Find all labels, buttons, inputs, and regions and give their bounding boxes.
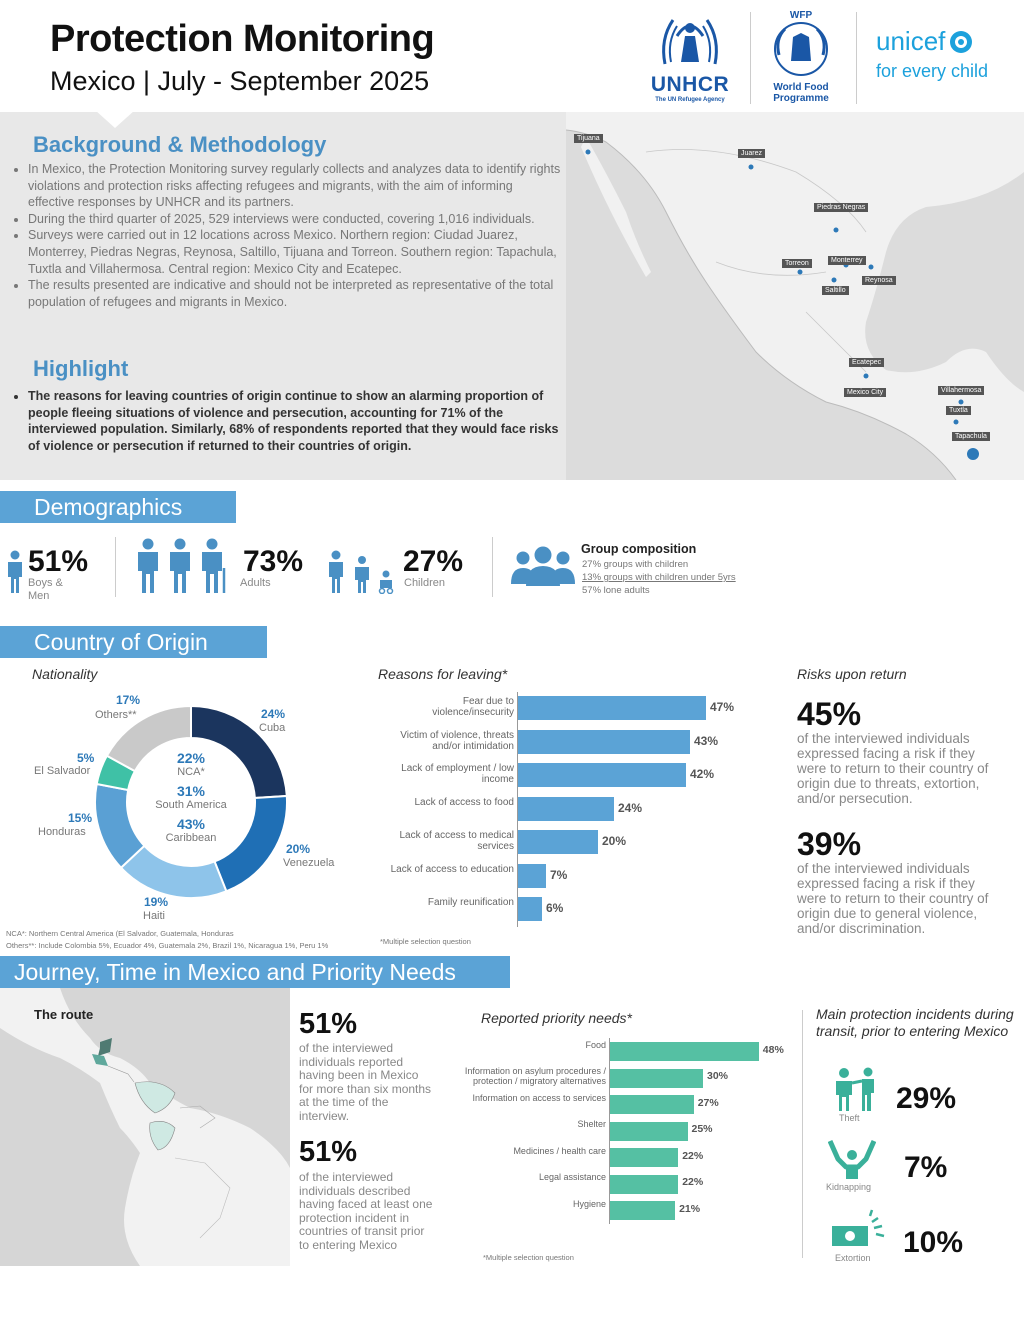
venezuela-label: Venezuela xyxy=(283,857,335,869)
bar-value: 24% xyxy=(618,800,643,815)
bar xyxy=(518,696,706,720)
list-item: • During the third quarter of 2025, 529 interviews were conducted, covering 1,016 individuals. xyxy=(28,211,562,228)
map-label-villahermosa: Villahermosa xyxy=(938,386,984,395)
journey-stat-1-pct: 51% xyxy=(299,1008,358,1040)
bar xyxy=(518,830,598,854)
country-of-origin-banner: Country of Origin xyxy=(0,626,267,658)
bar xyxy=(610,1122,688,1141)
children-label: Children xyxy=(404,577,445,589)
group-item: 13% groups with children under 5yrs xyxy=(582,572,736,583)
unicef-logo xyxy=(876,26,988,82)
unhcr-wordmark: UNHCR xyxy=(650,73,730,96)
bar-value: 21% xyxy=(679,1202,701,1215)
bar xyxy=(610,1095,694,1114)
bar xyxy=(518,797,614,821)
map-label-tapachula: Tapachula xyxy=(952,432,990,441)
kidnapping-label: Kidnapping xyxy=(826,1182,872,1192)
background-bullets xyxy=(14,161,562,310)
kidnapping-pct: 7% xyxy=(904,1151,948,1184)
children-pct: 27% xyxy=(403,545,464,578)
logo-divider xyxy=(856,12,857,104)
theft-label: Theft xyxy=(839,1113,860,1123)
others-footnote: Others**: Include Colombia 5%, Ecuador 4%, Guatemala 2%, Brazil 1%, Nicaragua 1%, Peru 1% xyxy=(6,941,329,950)
others-label: Others** xyxy=(95,709,137,721)
group-item: 27% groups with children xyxy=(582,559,689,570)
logo-divider xyxy=(750,12,751,104)
unicef-tagline: for every child xyxy=(876,61,989,81)
honduras-pct: 15% xyxy=(68,811,93,825)
bar-label: Lack of employment / low income xyxy=(401,763,514,785)
wfp-line-2: Programme xyxy=(773,93,829,104)
reasons-bar-chart xyxy=(380,696,760,932)
el-salvador-label: El Salvador xyxy=(34,765,91,777)
adults-icon xyxy=(134,538,236,594)
bar-value: 22% xyxy=(682,1149,704,1162)
list-item: • The reasons for leaving countries of origin continue to show an alarming proportion of people fleeing situations of violence and persecution, accounting for 71% of the interviewed population. Similarly, 68% of respondents reported that they would face risks of violence or persecution if returned to their countries of origin. xyxy=(28,388,562,454)
map-label-mexico-city: Mexico City xyxy=(844,388,886,397)
nationality-title: Nationality xyxy=(32,666,98,682)
journey-stat-2-text: of the interviewed individuals described having faced at least one protection incident in countries of transit prior to entering Mexico xyxy=(299,1170,433,1252)
list-item: • In Mexico, the Protection Monitoring survey regularly collects and analyzes data to identify rights violations and protection risks affecting refugees and migrants, with the aim of informing effective responses by UNHCR and its partners. xyxy=(28,161,562,211)
bar-value: 25% xyxy=(691,1123,713,1135)
wfp-logo xyxy=(765,10,837,104)
extortion-pct: 10% xyxy=(903,1226,964,1259)
extortion-label: Extortion xyxy=(835,1253,871,1263)
mexico-map-shape xyxy=(566,112,1024,480)
donut-center-labels xyxy=(150,750,232,844)
bar-value: 42% xyxy=(690,767,715,781)
map-label-tuxtla: Tuxtla xyxy=(946,406,971,415)
journey-stat-2-pct: 51% xyxy=(299,1136,358,1168)
el-salvador-pct: 5% xyxy=(77,751,95,765)
list-item: • The results presented are indicative and should not be interpreted as representative of the total population of refugees and migrants in Mexico. xyxy=(28,277,562,310)
reasons-title: Reasons for leaving* xyxy=(378,666,508,682)
haiti-label: Haiti xyxy=(143,910,166,922)
highlight-heading: Highlight xyxy=(33,356,129,381)
bar-label: Family reunification xyxy=(427,897,514,908)
map-label-ecatepec: Ecatepec xyxy=(849,358,884,367)
bar-value: 27% xyxy=(697,1096,719,1109)
route-map xyxy=(0,988,290,1266)
bar xyxy=(610,1042,759,1061)
bar-label: Information on access to services xyxy=(472,1092,606,1103)
bar-value: 6% xyxy=(546,901,564,915)
bar-value: 47% xyxy=(710,700,735,714)
cuba-pct: 24% xyxy=(261,707,286,721)
bar xyxy=(518,763,686,787)
south-america-label: South America xyxy=(155,799,227,811)
bar-label: Shelter xyxy=(577,1119,606,1129)
bar xyxy=(610,1069,703,1088)
wfp-line-1: World Food xyxy=(773,82,829,93)
map-label-piedras-negras: Piedras Negras xyxy=(814,203,868,212)
map-label-monterrey: Monterrey xyxy=(828,256,866,265)
risk-1-text: of the interviewed individuals expressed facing a risk if they were to return to their country of origin due to threats, extortion, and/or persecution. xyxy=(797,731,989,806)
bar-value: 7% xyxy=(550,867,568,882)
divider xyxy=(115,537,116,597)
unhcr-logo xyxy=(645,14,735,104)
group-composition-heading: Group composition xyxy=(581,542,697,556)
bar-label: Hygiene xyxy=(572,1198,606,1209)
bar-label: Legal assistance xyxy=(538,1172,606,1182)
unhcr-emblem-icon xyxy=(655,14,725,66)
bar-label: Medicines / health care xyxy=(513,1145,606,1156)
risk-1-pct: 45% xyxy=(797,696,862,732)
honduras-label: Honduras xyxy=(38,826,86,838)
bar xyxy=(518,864,546,888)
man-icon xyxy=(4,550,26,594)
caribbean-pct: 43% xyxy=(176,816,206,832)
bar xyxy=(610,1201,675,1220)
bar-value: 20% xyxy=(602,834,627,848)
bar-label: Lack of access to food xyxy=(414,796,514,808)
risks-title: Risks upon return xyxy=(797,666,907,682)
extortion-icon xyxy=(830,1208,886,1252)
bar xyxy=(518,897,542,921)
mexico-map xyxy=(566,112,1024,480)
needs-footnote: *Multiple selection question xyxy=(483,1253,574,1262)
bar-label: Food xyxy=(585,1039,606,1050)
group-item: 57% lone adults xyxy=(582,585,650,596)
map-label-reynosa: Reynosa xyxy=(862,276,896,285)
list-item: • Surveys were carried out in 12 locations across Mexico. Northern region: Ciudad Juarez, Monterrey, Piedras Negras, Reynosa, Saltillo, Tijuana and Torreon. Southern region: Tapachula, Tuxtla and Villahermosa. Central region: Mexico City and Ecatepec. xyxy=(28,227,562,277)
bar-value: 22% xyxy=(682,1176,704,1188)
boys-men-pct: 51% xyxy=(28,545,89,578)
bar-value: 43% xyxy=(694,733,719,748)
nca-label: NCA* xyxy=(177,766,205,778)
others-pct: 17% xyxy=(116,693,141,707)
venezuela-pct: 20% xyxy=(286,842,311,856)
reasons-footnote: *Multiple selection question xyxy=(380,937,471,946)
bar xyxy=(610,1175,678,1194)
wfp-emblem-icon xyxy=(771,21,831,77)
journey-banner: Journey, Time in Mexico and Priority Needs xyxy=(0,956,510,988)
map-label-torreon: Torreon xyxy=(782,259,812,268)
divider xyxy=(802,1010,803,1258)
bar-label: Victim of violence, threats and/or intimidation xyxy=(400,729,514,752)
boys-men-label: Boys & Men xyxy=(28,577,63,602)
demographics-banner: Demographics xyxy=(0,491,236,523)
south-america-pct: 31% xyxy=(176,783,206,799)
bar-label: Lack of access to medical services xyxy=(399,830,514,852)
map-label-juarez: Juarez xyxy=(738,149,765,158)
nca-pct: 22% xyxy=(176,750,206,766)
nca-footnote: NCA*: Northern Central America (El Salvador, Guatemala, Honduras xyxy=(6,929,234,938)
unicef-globe-icon xyxy=(948,29,974,55)
background-heading: Background & Methodology xyxy=(33,132,327,157)
cuba-label: Cuba xyxy=(259,722,286,734)
wfp-top-label: WFP xyxy=(789,10,813,21)
unicef-wordmark: unicef xyxy=(876,26,946,56)
map-label-saltillo: Saltillo xyxy=(822,286,849,295)
haiti-pct: 19% xyxy=(144,895,169,909)
risk-2-text: of the interviewed individuals expressed facing a risk if they were to return to their country of origin due to general violence, and/or discrimination. xyxy=(797,861,989,936)
panel-notch xyxy=(95,110,135,130)
unhcr-tagline: The UN Refugee Agency xyxy=(655,97,725,103)
adults-label: Adults xyxy=(240,577,271,589)
route-map-shape xyxy=(0,988,290,1266)
theft-icon xyxy=(832,1067,878,1111)
adults-pct: 73% xyxy=(243,545,304,578)
risk-2-pct: 39% xyxy=(797,826,862,862)
bar xyxy=(518,730,690,754)
bar-value: 48% xyxy=(762,1043,784,1056)
highlight-bullets xyxy=(14,388,562,454)
group-icon xyxy=(510,546,576,588)
divider xyxy=(492,537,493,597)
bar-label: Lack of access to education xyxy=(390,863,514,875)
incidents-title: Main protection incidents during transit, prior to entering Mexico xyxy=(816,1006,1014,1039)
journey-stat-1-text: of the interviewed individuals reported having been in Mexico for more than six months at the time of the interview. xyxy=(299,1041,432,1123)
needs-bar-chart xyxy=(450,1039,800,1227)
page-subtitle: Mexico | July - September 2025 xyxy=(50,66,430,96)
bar-value: 30% xyxy=(707,1070,729,1082)
bar xyxy=(610,1148,678,1167)
bar-label: Information on asylum procedures / protection / migratory alternatives xyxy=(464,1066,606,1086)
route-label: The route xyxy=(34,1007,94,1022)
map-label-tijuana: Tijuana xyxy=(574,134,603,143)
kidnapping-icon xyxy=(828,1137,876,1181)
page-title: Protection Monitoring xyxy=(50,18,435,60)
bar-axis xyxy=(517,692,518,927)
bar-label: Fear due to violence/insecurity xyxy=(432,696,514,718)
children-icon xyxy=(328,550,400,594)
theft-pct: 29% xyxy=(896,1082,957,1115)
caribbean-label: Caribbean xyxy=(165,832,217,844)
bar-axis xyxy=(609,1038,610,1224)
needs-title: Reported priority needs* xyxy=(481,1010,632,1026)
